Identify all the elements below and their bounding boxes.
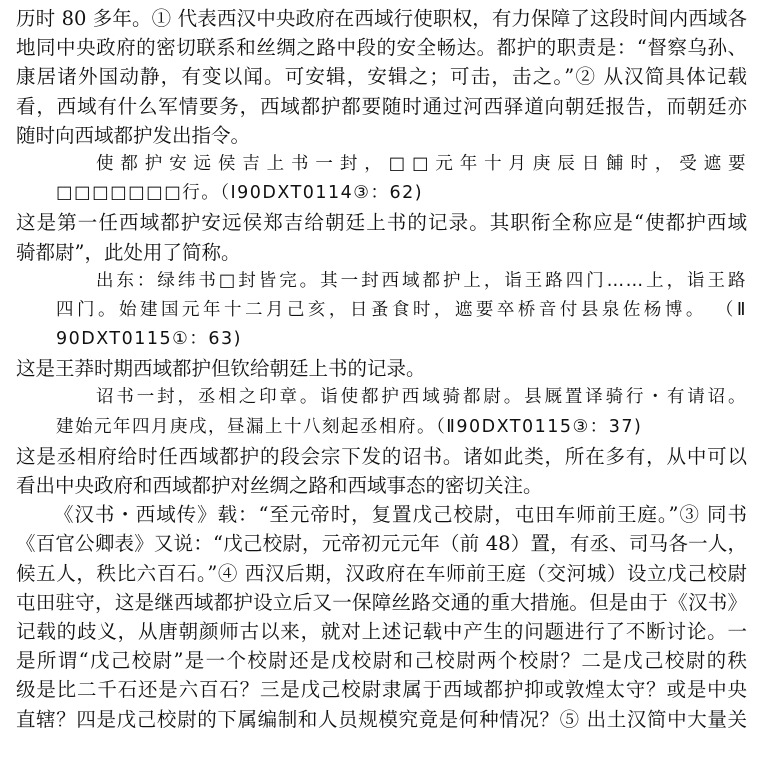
body-line: 看，西域有什么军情要务，西域都护都要随时通过河西驿道向朝廷报告，而朝廷亦 (16, 94, 747, 118)
body-line: 《百官公卿表》又说：“戊己校尉，元帝初元元年（前 48）置，有丞、司马各一人， (16, 532, 747, 556)
body-line: 是所谓“戊己校尉”是一个校尉还是戊校尉和己校尉两个校尉？二是戊己校尉的秩 (16, 649, 747, 673)
body-line: 级是比二千石还是六百石？三是戊己校尉隶属于西域都护抑或敦煌太守？或是中央 (16, 678, 747, 702)
quote-line: 建始元年四月庚戌，昼漏上十八刻起丞相府。（Ⅱ90DXT0115③：37) (56, 416, 643, 437)
body-line: 直辖？四是戊己校尉的下属编制和人员规模究竟是何种情况？⑤ 出土汉简中大量关 (16, 707, 747, 731)
quote-line: 出东：绿纬书□封皆完。其一封西域都护上，诣王路四门……上，诣王路 (96, 270, 747, 291)
body-line: 历时 80 多年。① 代表西汉中央政府在西域行使职权，有力保障了这段时间内西域各 (16, 7, 747, 30)
body-line: 康居诸外国动静，有变以闻。可安辑，安辑之；可击，击之。”② 从汉简具体记载 (16, 65, 747, 89)
quote-line: 四门。始建国元年十二月己亥，日蚤食时，遮要卒桥音付县泉佐杨博。 （Ⅱ (56, 299, 747, 320)
quote-line: 使都护安远侯吉上书一封，□□元年十月庚辰日餔时，受遮要 (96, 153, 747, 174)
body-line: 随时向西域都护发出指令。 (16, 123, 251, 147)
quote-line: 90DXT0115①：63) (56, 329, 242, 350)
body-line: 屯田驻守，这是继西域都护设立后又一保障丝路交通的重大措施。但是由于《汉书》 (16, 590, 747, 614)
body-line: 骑都尉”，此处用了简称。 (16, 240, 241, 264)
quote-line: □□□□□□□行。（Ⅰ90DXT0114③：62) (56, 183, 424, 204)
body-line: 这是王莽时期西域都护但钦给朝廷上书的记录。 (16, 357, 426, 381)
body-line: 地同中央政府的密切联系和丝绸之路中段的安全畅达。都护的职责是：“督察乌孙、 (16, 36, 747, 60)
body-line: 看出中央政府和西域都护对丝绸之路和西域事态的密切关注。 (16, 474, 543, 497)
body-line: 记载的歧义，从唐朝颜师古以来，就对上述记载中产生的问题进行了不断讨论。一 (16, 619, 747, 643)
body-line: 《汉书・西域传》载：“至元帝时，复置戊己校尉，屯田车师前王庭。”③ 同书 (54, 503, 747, 527)
body-line: 候五人，秩比六百石。”④ 西汉后期，汉政府在车师前王庭（交河城）设立戊己校尉 (16, 561, 747, 585)
body-line: 这是丞相府给时任西域都护的段会宗下发的诏书。诸如此类，所在多有，从中可以 (16, 444, 747, 468)
quote-line: 诏书一封，丞相之印章。诣使都护西域骑都尉。县厩置译骑行・有请诏。 (96, 387, 747, 408)
body-line: 这是第一任西域都护安远侯郑吉给朝廷上书的记录。其职衔全称应是“使都护西域 (16, 211, 747, 235)
